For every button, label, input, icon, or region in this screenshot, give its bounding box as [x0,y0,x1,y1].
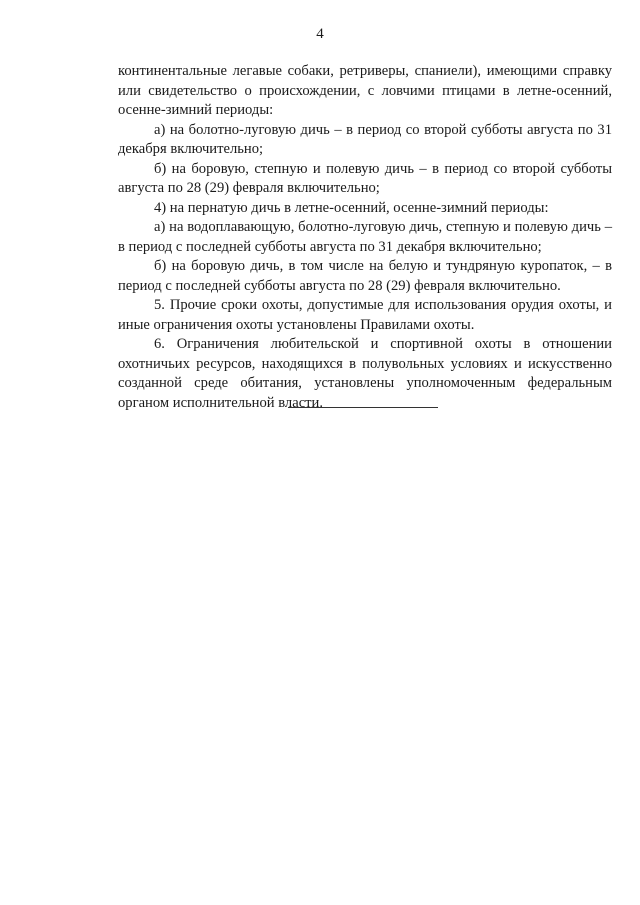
end-separator-line [288,407,438,408]
paragraph-item-4-feathered-game: 4) на пернатую дичь в летне-осенний, осенне-зимний периоды: [154,199,549,216]
paragraph-section-5: 5. Прочие сроки охоты, допустимые для использования орудия охоты, и иные ограничения охоты установлены Правилами охоты. [118,297,612,333]
paragraph-item-a-wetland-game: а) на болотно-луговую дичь – в период со второй субботы августа по 31 декабря включительно; [118,121,612,157]
paragraph-continuation: континентальные легавые собаки, ретриверы, спаниели), имеющими справку или свидетельство о происхождении, с ловчими птицами в летне-осенний, осенне-зимний периоды: [118,63,612,118]
page-number: 4 [316,26,324,42]
paragraph-item-b-forest-game: б) на боровую дичь, в том числе на белую и тундряную куропаток, – в период с последней субботы августа по 28 (29) февраля включительно. [118,258,612,294]
paragraph-item-b-upland-steppe-game: б) на боровую, степную и полевую дичь – в период со второй субботы августа по 28 (29) февраля включительно; [118,160,612,196]
paragraph-item-a-waterfowl: а) на водоплавающую, болотно-луговую дичь, степную и полевую дичь – в период с последней субботы августа по 31 декабря включительно; [118,219,612,255]
paragraph-section-6: 6. Ограничения любительской и спортивной охоты в отношении охотничьих ресурсов, находящихся в полувольных условиях и искусственно созданной среде обитания, установлены уполномоченным федеральным органом исполнительной власти. [118,336,612,411]
document-body [118,62,612,413]
